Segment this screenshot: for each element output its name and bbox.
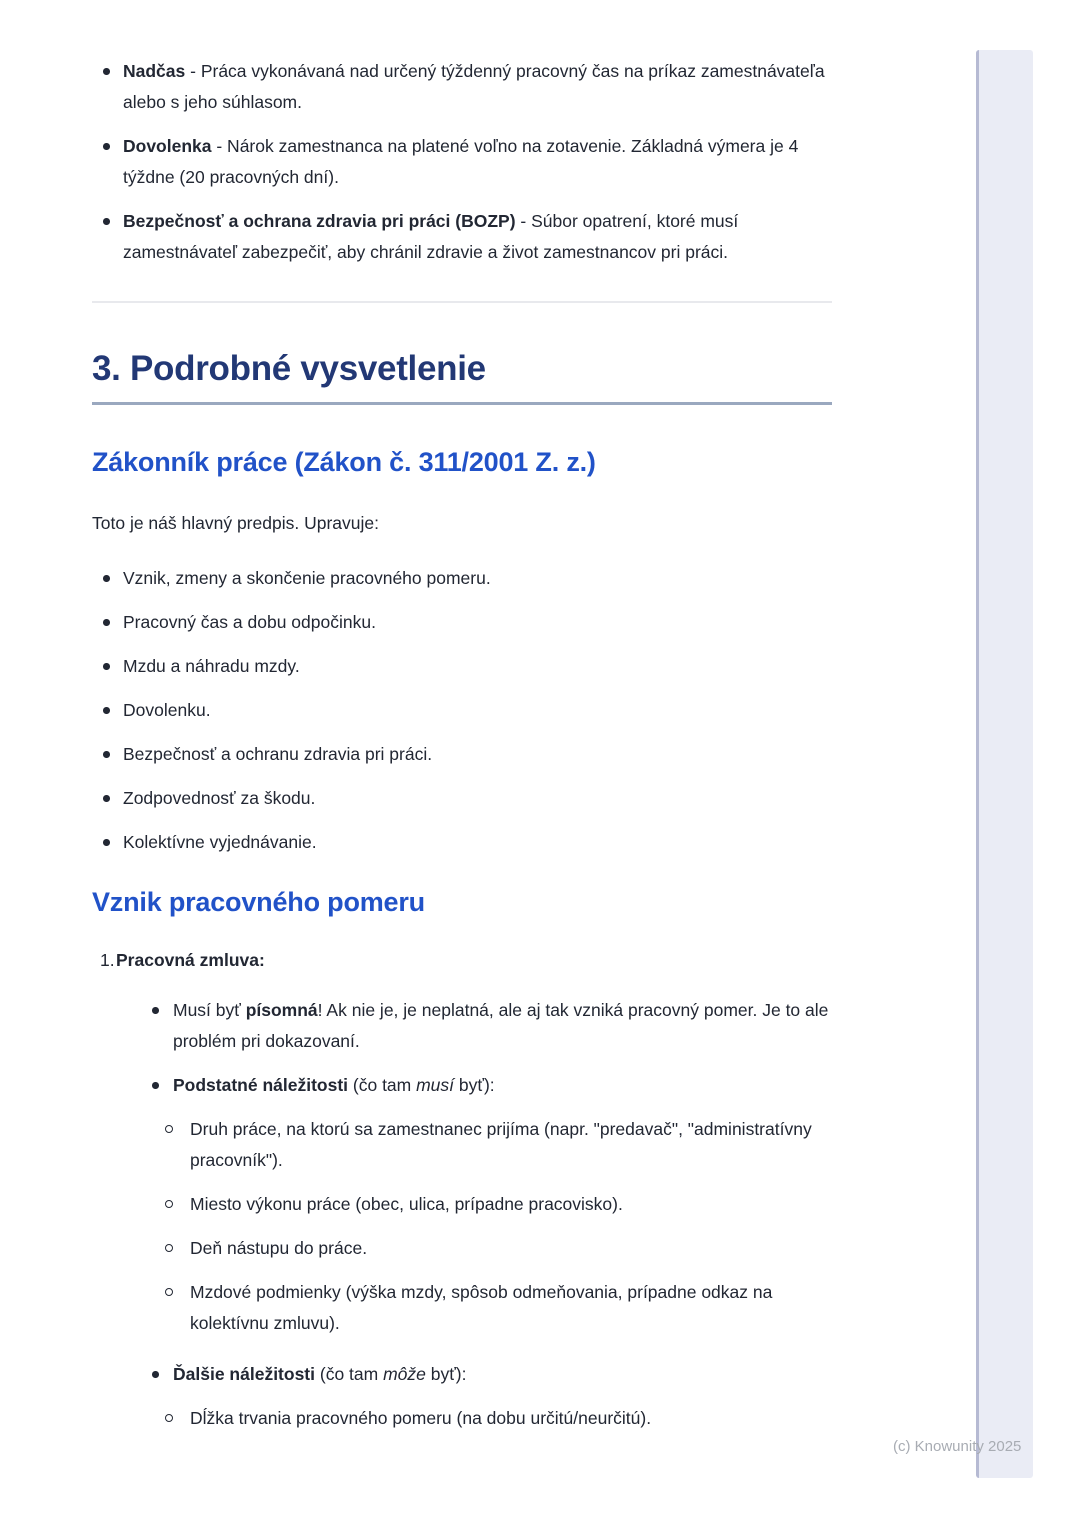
sub-item-text: Mzdové podmienky (výška mzdy, spôsob odmeňovania, prípadne odkaz na kolektívnu zmluvu). bbox=[190, 1282, 773, 1333]
term-rest: - Nárok zamestnanca na platené voľno na zotavenie. Základná výmera je 4 týždne (20 pracovných dní). bbox=[123, 136, 799, 187]
text-run-italic: môže bbox=[383, 1364, 426, 1384]
nested-list-level3 bbox=[92, 1403, 832, 1434]
term-item-nadcas bbox=[92, 56, 832, 118]
subsection-heading-vznik: Vznik pracovného pomeru bbox=[92, 887, 425, 917]
ordered-item-label: Pracovná zmluva: bbox=[116, 950, 265, 970]
list-item-text bbox=[173, 1075, 495, 1095]
list-item-text bbox=[173, 1000, 828, 1051]
section-heading: 3. Podrobné vysvetlenie bbox=[92, 348, 832, 405]
sub-item bbox=[92, 1403, 832, 1434]
sub-item-text: Deň nástupu do práce. bbox=[190, 1238, 368, 1258]
list-item-text bbox=[173, 1364, 466, 1384]
topic-list bbox=[92, 563, 832, 858]
text-run: byť): bbox=[454, 1075, 495, 1095]
scrollbar-track[interactable] bbox=[976, 50, 1033, 1478]
term-bold: Bezpečnosť a ochrana zdravia pri práci (BOZP) bbox=[123, 211, 516, 231]
circle-icon bbox=[165, 1125, 173, 1133]
bullet-icon bbox=[103, 663, 110, 670]
sub-item bbox=[92, 1277, 832, 1339]
text-run: (čo tam bbox=[348, 1075, 417, 1095]
topic-item bbox=[92, 739, 832, 770]
circle-icon bbox=[165, 1244, 173, 1252]
bullet-icon bbox=[103, 751, 110, 758]
topic-text: Kolektívne vyjednávanie. bbox=[123, 832, 317, 852]
term-text bbox=[123, 61, 825, 112]
topic-item bbox=[92, 695, 832, 726]
sub-item bbox=[92, 1189, 832, 1220]
ordered-item-pracovna-zmluva bbox=[92, 945, 832, 976]
watermark: (c) Knowunity 2025 bbox=[893, 1438, 1022, 1455]
bullet-icon bbox=[152, 1371, 159, 1378]
sub-item-text: Druh práce, na ktorú sa zamestnanec prijíma (napr. "predavač", "administratívny pracovník"). bbox=[190, 1119, 812, 1170]
term-item-dovolenka bbox=[92, 131, 832, 193]
nested-list-level2 bbox=[92, 995, 832, 1434]
topic-item bbox=[92, 783, 832, 814]
list-item-musi-byt bbox=[92, 995, 832, 1057]
item-number: 1. bbox=[100, 950, 115, 970]
bullet-icon bbox=[103, 218, 110, 225]
text-run: ! Ak nie je, je neplatná, ale aj tak vzniká pracovný pomer. Je to ale problém pri dokazovaní. bbox=[173, 1000, 829, 1051]
list-item-dalsie bbox=[92, 1359, 832, 1390]
topic-text: Bezpečnosť a ochranu zdravia pri práci. bbox=[123, 744, 433, 764]
section-divider bbox=[92, 301, 832, 303]
text-run-bold: Ďalšie náležitosti bbox=[173, 1364, 315, 1384]
topic-text: Pracovný čas a dobu odpočinku. bbox=[123, 612, 376, 632]
circle-icon bbox=[165, 1200, 173, 1208]
text-run: byť): bbox=[425, 1364, 467, 1384]
sub-item-text: Miesto výkonu práce (obec, ulica, prípadne pracovisko). bbox=[190, 1194, 623, 1214]
bullet-icon bbox=[152, 1082, 159, 1089]
bullet-icon bbox=[103, 839, 110, 846]
bullet-icon bbox=[103, 795, 110, 802]
term-bold: Nadčas bbox=[123, 61, 186, 81]
bullet-icon bbox=[103, 143, 110, 150]
text-run: (čo tam bbox=[315, 1364, 384, 1384]
text-run: Musí byť bbox=[173, 1000, 246, 1020]
subsection-heading-zakonnik: Zákonník práce (Zákon č. 311/2001 Z. z.) bbox=[92, 447, 596, 477]
circle-icon bbox=[165, 1414, 173, 1422]
topic-text: Dovolenku. bbox=[123, 700, 211, 720]
topic-item bbox=[92, 827, 832, 858]
bullet-icon bbox=[152, 1007, 159, 1014]
sub-item bbox=[92, 1233, 832, 1264]
list-item-podstatne bbox=[92, 1070, 832, 1101]
topic-text: Vznik, zmeny a skončenie pracovného pomeru. bbox=[123, 568, 491, 588]
content-area bbox=[92, 0, 832, 1434]
circle-icon bbox=[165, 1288, 173, 1296]
topic-item bbox=[92, 563, 832, 594]
sub-item bbox=[92, 1114, 832, 1176]
topic-text: Zodpovednosť za škodu. bbox=[123, 788, 316, 808]
intro-term-list bbox=[92, 56, 832, 268]
topic-item bbox=[92, 607, 832, 638]
bullet-icon bbox=[103, 575, 110, 582]
topic-item bbox=[92, 651, 832, 682]
term-item-bozp bbox=[92, 206, 832, 268]
text-run-bold: písomná bbox=[245, 1000, 318, 1020]
topic-text: Mzdu a náhradu mzdy. bbox=[123, 656, 300, 676]
sub-item-text: Dĺžka trvania pracovného pomeru (na dobu určitú/neurčitú). bbox=[190, 1408, 652, 1428]
text-run-bold: Podstatné náležitosti bbox=[173, 1075, 349, 1095]
bullet-icon bbox=[103, 707, 110, 714]
term-text bbox=[123, 211, 738, 262]
bullet-icon bbox=[103, 68, 110, 75]
paragraph-intro: Toto je náš hlavný predpis. Upravuje: bbox=[92, 513, 379, 533]
term-rest: - Práca vykonávaná nad určený týždenný pracovný čas na príkaz zamestnávateľa alebo s jeho súhlasom. bbox=[123, 61, 825, 112]
nested-list-level3 bbox=[92, 1114, 832, 1339]
term-rest: - Súbor opatrení, ktoré musí zamestnávateľ zabezpečiť, aby chránil zdravie a život zamestnancov pri práci. bbox=[123, 211, 739, 262]
text-run-italic: musí bbox=[416, 1075, 455, 1095]
bullet-icon bbox=[103, 619, 110, 626]
term-text bbox=[123, 136, 798, 187]
term-bold: Dovolenka bbox=[123, 136, 212, 156]
